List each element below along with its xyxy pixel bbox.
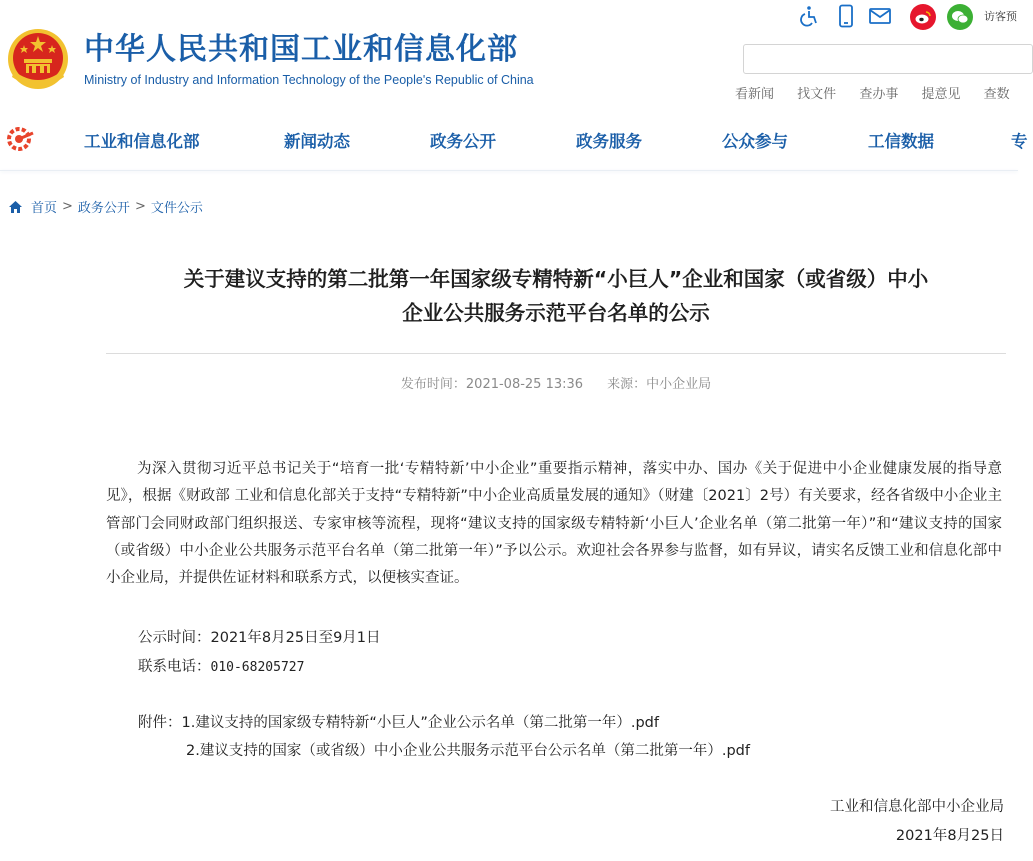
wechat-icon[interactable] <box>947 4 973 30</box>
quick-link-data[interactable]: 查数 <box>983 87 1010 102</box>
breadcrumb-file-notice[interactable]: 文件公示 <box>150 201 203 216</box>
breadcrumb-separator: > <box>62 199 73 214</box>
attachment-row-1 <box>138 711 659 732</box>
source-value: 中小企业局 <box>646 377 712 392</box>
quick-link-feedback[interactable]: 提意见 <box>921 87 961 102</box>
nav-item-gov-affairs[interactable]: 政务公开 <box>430 132 496 151</box>
mobile-icon[interactable] <box>834 4 858 28</box>
nav-item-data[interactable]: 工信数据 <box>868 132 934 151</box>
quick-link-services[interactable]: 查办事 <box>859 87 899 102</box>
quick-link-news[interactable]: 看新闻 <box>735 87 775 102</box>
nav-item-more[interactable]: 专 <box>1011 132 1028 151</box>
source-label: 来源： <box>607 377 647 392</box>
site-subtitle: Ministry of Industry and Information Technology of the People's Republic of China <box>84 73 534 87</box>
article-title-line-2: 企业公共服务示范平台名单的公示 <box>402 301 710 325</box>
breadcrumb-home[interactable]: 首页 <box>31 201 58 216</box>
nav-item-news[interactable]: 新闻动态 <box>284 132 350 151</box>
article-meta <box>106 373 1006 392</box>
notice-period-label: 公示时间： <box>138 630 211 646</box>
mail-icon[interactable] <box>868 4 892 28</box>
signature-org: 工业和信息化部中小企业局 <box>830 799 1004 815</box>
attachment-link-2[interactable]: 2.建议支持的国家（或省级）中小企业公共服务示范平台公示名单（第二批第一年）.pdf <box>186 743 750 759</box>
search-input[interactable] <box>743 44 1033 74</box>
visitor-link[interactable]: 访客预 <box>984 10 1017 23</box>
publish-time: 2021-08-25 13:36 <box>465 377 584 392</box>
nav-item-public-participation[interactable]: 公众参与 <box>722 132 788 151</box>
notice-period <box>138 626 381 647</box>
home-icon <box>8 200 23 214</box>
quick-links <box>735 83 1029 102</box>
accessibility-icon[interactable] <box>798 4 822 28</box>
breadcrumb-gov-affairs[interactable]: 政务公开 <box>77 201 130 216</box>
quick-link-files[interactable]: 找文件 <box>797 87 837 102</box>
notice-period-value: 2021年8月25日至9月1日 <box>210 630 381 646</box>
phone-label: 联系电话： <box>138 659 211 675</box>
breadcrumb <box>8 197 203 216</box>
publish-label: 发布时间： <box>400 377 466 392</box>
phone-value: 010-68205727 <box>210 660 305 675</box>
nav-item-miit[interactable]: 工业和信息化部 <box>84 132 200 151</box>
nav-divider <box>0 170 1018 171</box>
title-divider <box>106 353 1006 354</box>
national-emblem-icon <box>6 27 70 91</box>
signature-date: 2021年8月25日 <box>895 828 1004 844</box>
article-body: 为深入贯彻习近平总书记关于“培育一批‘专精特新’中小企业”重要指示精神，落实中办、国办《关于促进中小企业健康发展的指导意见》，根据《财政部 工业和信息化部关于支持“专精特新”中小企业高质量发展的通知》（财建〔2021〕2号）有关要求，经各省级中小企业主管部门会同财政部门组织报送、专家审核等流程，现将“建议支持的国家级专精特新‘小巨人’企业名单（第二批第一年）”和“建议支持的国家（或省级）中小企业公共服务示范平台名单（第二批第一年）”予以公示。欢迎社会各界参与监督，如有异议，请实名反馈工业和信息化部中小企业局，并提供佐证材料和联系方式，以便核实查证。 <box>106 461 1002 587</box>
attachments-label: 附件： <box>138 715 182 731</box>
weibo-icon[interactable] <box>910 4 936 30</box>
nav-item-gov-services[interactable]: 政务服务 <box>576 132 642 151</box>
attachment-link-1[interactable]: 1.建议支持的国家级专精特新“小巨人”企业公示名单（第二批第一年）.pdf <box>181 715 659 731</box>
attachment-row-2 <box>186 739 750 760</box>
breadcrumb-separator: > <box>134 199 146 214</box>
article-title-line-1: 关于建议支持的第二批第一年国家级专精特新“小巨人”企业和国家（或省级）中小 <box>183 267 929 291</box>
contact-phone <box>138 655 304 676</box>
main-nav <box>0 118 1028 162</box>
site-title[interactable]: 中华人民共和国工业和信息化部 <box>84 32 518 67</box>
article-title <box>106 262 1006 330</box>
